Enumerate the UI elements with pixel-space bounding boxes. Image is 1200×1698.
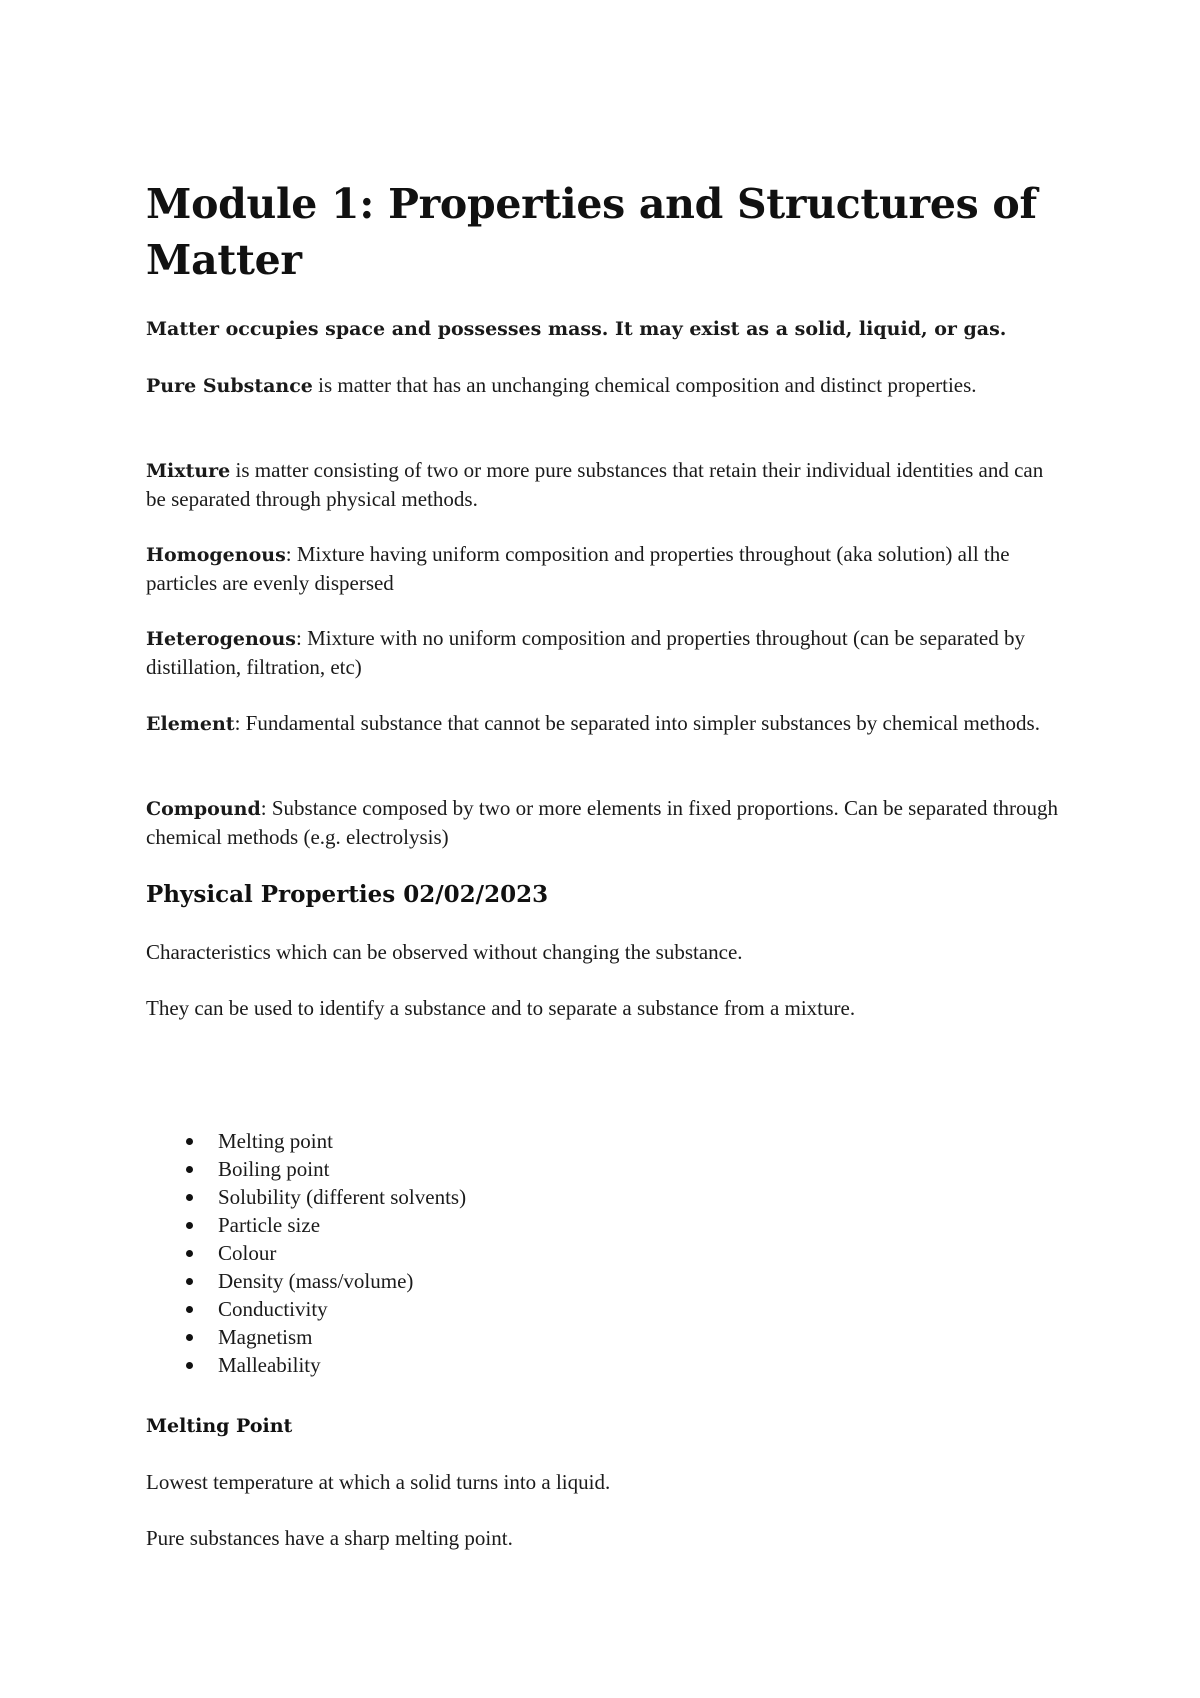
- bullet-icon: [186, 1166, 193, 1173]
- list-item: [186, 1183, 466, 1211]
- list-item: [186, 1267, 466, 1295]
- list-item-label: Density (mass/volume): [218, 1269, 414, 1293]
- physical-properties-list: [186, 1127, 466, 1379]
- intro-paragraph: Matter occupies space and possesses mass. It may exist as a solid, liquid, or gas.: [146, 318, 1007, 340]
- list-item: [186, 1239, 466, 1267]
- definition-element: [146, 709, 1066, 738]
- definition-text: Fundamental substance that cannot be separated into simpler substances by chemical methods.: [245, 711, 1040, 735]
- bullet-icon: [186, 1250, 193, 1257]
- list-item-label: Particle size: [218, 1213, 321, 1237]
- definition-compound: [146, 794, 1066, 851]
- melting-point-definition: Lowest temperature at which a solid turns into a liquid.: [146, 1470, 611, 1494]
- list-item: [186, 1323, 466, 1351]
- list-item-label: Magnetism: [218, 1325, 313, 1349]
- definition-separator: :: [285, 542, 297, 566]
- definition-text: is matter consisting of two or more pure substances that retain their individual identities and can be separated through physical methods.: [146, 458, 1044, 511]
- list-item: [186, 1211, 466, 1239]
- definition-term: Homogenous: [146, 544, 286, 566]
- physical-properties-description: Characteristics which can be observed without changing the substance.: [146, 940, 743, 964]
- definition-heterogenous: [146, 624, 1066, 681]
- list-item: [186, 1295, 466, 1323]
- definition-text: Mixture with no uniform composition and properties throughout (can be separated by distillation, filtration, etc): [146, 626, 1025, 679]
- definition-separator: :: [260, 796, 272, 820]
- list-item-label: Melting point: [218, 1129, 333, 1153]
- definition-separator: :: [295, 626, 308, 650]
- definition-separator: :: [234, 711, 246, 735]
- definition-term: Mixture: [146, 460, 231, 482]
- list-item-label: Conductivity: [218, 1297, 328, 1321]
- bullet-icon: [186, 1138, 193, 1145]
- bullet-icon: [186, 1278, 193, 1285]
- list-item-label: Boiling point: [218, 1157, 330, 1181]
- definition-mixture: [146, 456, 1066, 513]
- definition-text: Mixture having uniform composition and properties throughout (aka solution) all the particles are evenly dispersed: [146, 542, 1010, 595]
- definition-term: Heterogenous: [146, 628, 296, 650]
- melting-point-heading: Melting Point: [146, 1415, 293, 1437]
- bullet-icon: [186, 1194, 193, 1201]
- definition-term: Pure Substance: [146, 375, 313, 397]
- list-item-label: Malleability: [218, 1353, 321, 1377]
- definition-term: Element: [146, 713, 235, 735]
- page-title: Module 1: Properties and Structures of Matter: [146, 180, 1037, 284]
- list-item-label: Colour: [218, 1241, 277, 1265]
- definition-text: Substance composed by two or more elements in fixed proportions. Can be separated through chemical methods (e.g. electrolysis): [146, 796, 1059, 849]
- definition-text: is matter that has an unchanging chemical composition and distinct properties.: [318, 373, 977, 397]
- list-item: [186, 1127, 466, 1155]
- definition-term: Compound: [146, 798, 261, 820]
- definition-homogenous: [146, 540, 1066, 597]
- bullet-icon: [186, 1306, 193, 1313]
- list-item: [186, 1155, 466, 1183]
- melting-point-note: Pure substances have a sharp melting point.: [146, 1526, 513, 1550]
- list-item: [186, 1351, 466, 1379]
- list-item-label: Solubility (different solvents): [218, 1185, 467, 1209]
- physical-properties-usage: They can be used to identify a substance and to separate a substance from a mixture.: [146, 996, 856, 1020]
- bullet-icon: [186, 1222, 193, 1229]
- physical-properties-heading: Physical Properties 02/02/2023: [146, 881, 549, 908]
- definition-pure-substance: [146, 371, 1066, 400]
- bullet-icon: [186, 1334, 193, 1341]
- bullet-icon: [186, 1362, 193, 1369]
